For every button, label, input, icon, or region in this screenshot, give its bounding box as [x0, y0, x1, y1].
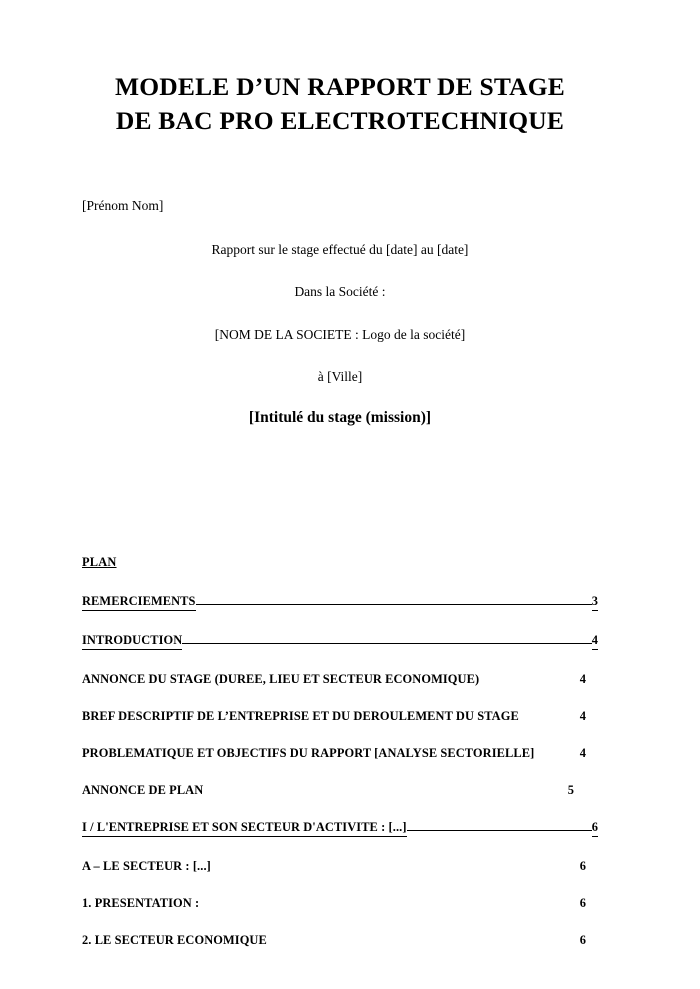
page-content [82, 70, 598, 948]
toc-entry[interactable] [82, 709, 598, 724]
toc-entry-page: 4 [579, 746, 586, 761]
toc-entry[interactable] [82, 783, 598, 798]
toc-entry-label: ANNONCE DU STAGE (DUREE, LIEU ET SECTEUR ECONOMIQUE) [82, 672, 480, 687]
toc-entry-page: 4 [592, 633, 598, 650]
toc-entry-page: 6 [579, 933, 586, 948]
author-placeholder: [Prénom Nom] [82, 198, 164, 214]
city-line: à [Ville] [317, 369, 363, 385]
toc-entry-page: 6 [592, 820, 598, 837]
toc-entry-label: A – LE SECTEUR : [...] [82, 859, 211, 874]
toc-entry-label: ANNONCE DE PLAN [82, 783, 204, 798]
report-period-line: Rapport sur le stage effectué du [date] au [date] [211, 241, 469, 257]
company-name-line: [NOM DE LA SOCIETE : Logo de la société] [214, 326, 466, 342]
toc-entry[interactable] [82, 933, 598, 948]
toc-leader [196, 603, 592, 605]
toc-entry-page: 6 [579, 896, 586, 911]
toc-entry-label: REMERCIEMENTS [82, 594, 196, 611]
toc-entry[interactable] [82, 896, 598, 911]
company-intro-line: Dans la Société : [294, 284, 386, 300]
title-line-2: DE BAC PRO ELECTROTECHNIQUE [115, 105, 565, 135]
table-of-contents [82, 594, 598, 948]
toc-entry-label: 1. PRESENTATION : [82, 896, 200, 911]
plan-section [82, 555, 598, 948]
toc-entry-page: 4 [579, 672, 586, 687]
toc-leader [182, 642, 591, 644]
toc-entry-page: 5 [567, 783, 574, 798]
toc-leader [407, 829, 592, 831]
toc-entry[interactable] [82, 820, 598, 837]
toc-entry-page: 3 [592, 594, 598, 611]
toc-entry[interactable] [82, 859, 598, 874]
cover-block [82, 199, 598, 425]
toc-entry-label: 2. LE SECTEUR ECONOMIQUE [82, 933, 267, 948]
toc-entry[interactable] [82, 672, 598, 687]
toc-entry-page: 6 [579, 859, 586, 874]
toc-entry-label: INTRODUCTION [82, 633, 182, 650]
title-line-1: MODELE D’UN RAPPORT DE STAGE [114, 72, 566, 101]
page-title [82, 70, 598, 137]
toc-entry[interactable] [82, 633, 598, 650]
toc-entry-label: I / L'ENTREPRISE ET SON SECTEUR D'ACTIVITE : [...] [82, 820, 407, 837]
mission-title: [Intitulé du stage (mission)] [248, 408, 432, 426]
toc-entry-page: 4 [579, 709, 586, 724]
plan-heading: PLAN [82, 555, 117, 570]
toc-entry[interactable] [82, 594, 598, 611]
toc-entry[interactable] [82, 746, 598, 761]
toc-entry-label: BREF DESCRIPTIF DE L’ENTREPRISE ET DU DEROULEMENT DU STAGE [82, 709, 519, 724]
toc-entry-label: PROBLEMATIQUE ET OBJECTIFS DU RAPPORT [ANALYSE SECTORIELLE] [82, 746, 535, 761]
